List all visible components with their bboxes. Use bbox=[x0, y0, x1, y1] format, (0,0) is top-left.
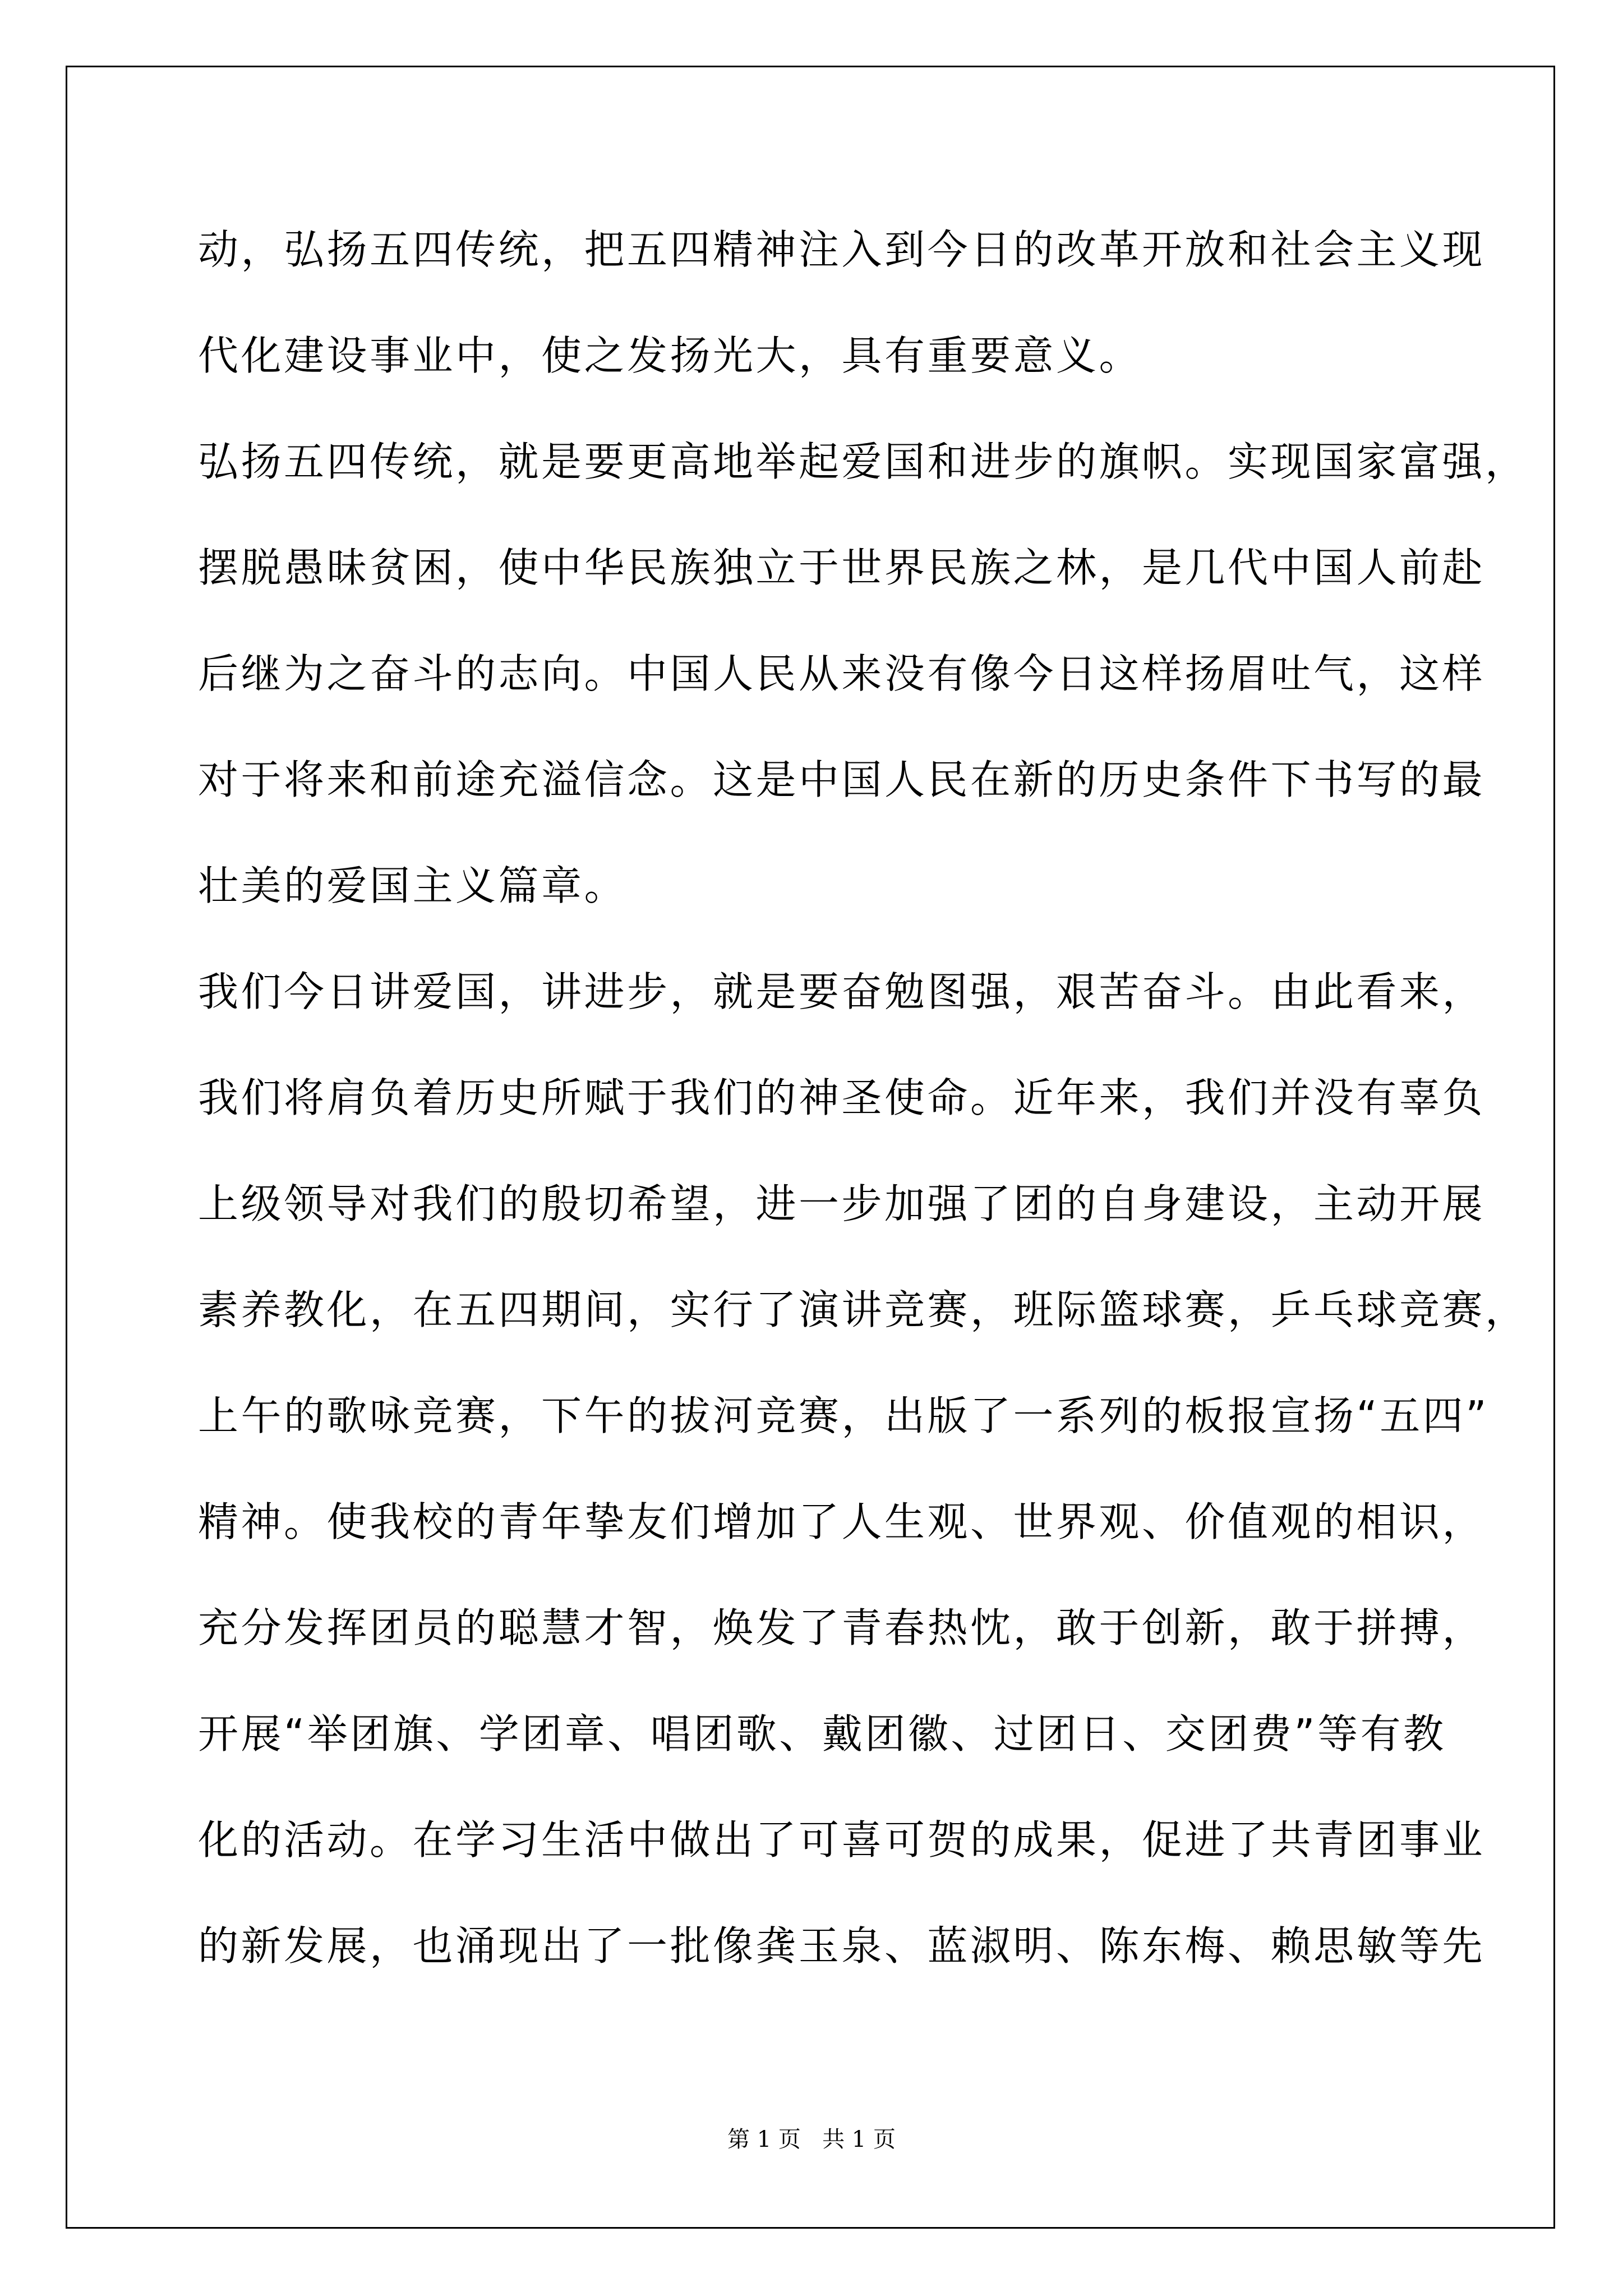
text-line: 对于将来和前途充溢信念。这是中国人民在新的历史条件下书写的最 bbox=[198, 756, 1486, 803]
text-line: 代化建设事业中，使之发扬光大，具有重要意义。 bbox=[198, 332, 1142, 379]
text-line: 壮美的爱国主义篇章。 bbox=[198, 862, 628, 909]
text-line: 化的活动。在学习生活中做出了可喜可贺的成果，促进了共青团事业 bbox=[198, 1816, 1486, 1864]
document-body bbox=[198, 211, 1528, 2013]
text-line: 精神。使我校的青年挚友们增加了人生观、世界观、价值观的相识， bbox=[198, 1498, 1486, 1545]
text-line: 上午的歌咏竞赛，下午的拔河竞赛，出版了一系列的板报宣扬“五四” bbox=[198, 1392, 1490, 1439]
text-line: 弘扬五四传统，就是要更高地举起爱国和进步的旗帜。实现国家富强， bbox=[198, 438, 1528, 485]
page-number-footer: 第 1 页 共 1 页 bbox=[727, 2127, 896, 2152]
text-line: 摆脱愚昧贫困，使中华民族独立于世界民族之林，是几代中国人前赴 bbox=[198, 544, 1486, 591]
text-line: 素养教化，在五四期间，实行了演讲竞赛，班际篮球赛，乒乓球竞赛， bbox=[198, 1286, 1528, 1333]
text-line: 我们将肩负着历史所赋于我们的神圣使命。近年来，我们并没有辜负 bbox=[198, 1074, 1486, 1121]
text-line: 我们今日讲爱国，讲进步，就是要奋勉图强，艰苦奋斗。由此看来， bbox=[198, 968, 1486, 1015]
text-line: 上级领导对我们的殷切希望，进一步加强了团的自身建设，主动开展 bbox=[198, 1180, 1486, 1227]
text-line: 动，弘扬五四传统，把五四精神注入到今日的改革开放和社会主义现 bbox=[198, 226, 1486, 273]
text-line: 充分发挥团员的聪慧才智，焕发了青春热忱，敢于创新，敢于拼搏， bbox=[198, 1604, 1486, 1651]
text-line: 开展“举团旗、学团章、唱团歌、戴团徽、过团日、交团费”等有教 bbox=[198, 1710, 1446, 1757]
text-line: 后继为之奋斗的志向。中国人民从来没有像今日这样扬眉吐气，这样 bbox=[198, 650, 1486, 697]
text-line: 的新发展，也涌现出了一批像龚玉泉、蓝淑明、陈东梅、赖思敏等先 bbox=[198, 1922, 1486, 1970]
